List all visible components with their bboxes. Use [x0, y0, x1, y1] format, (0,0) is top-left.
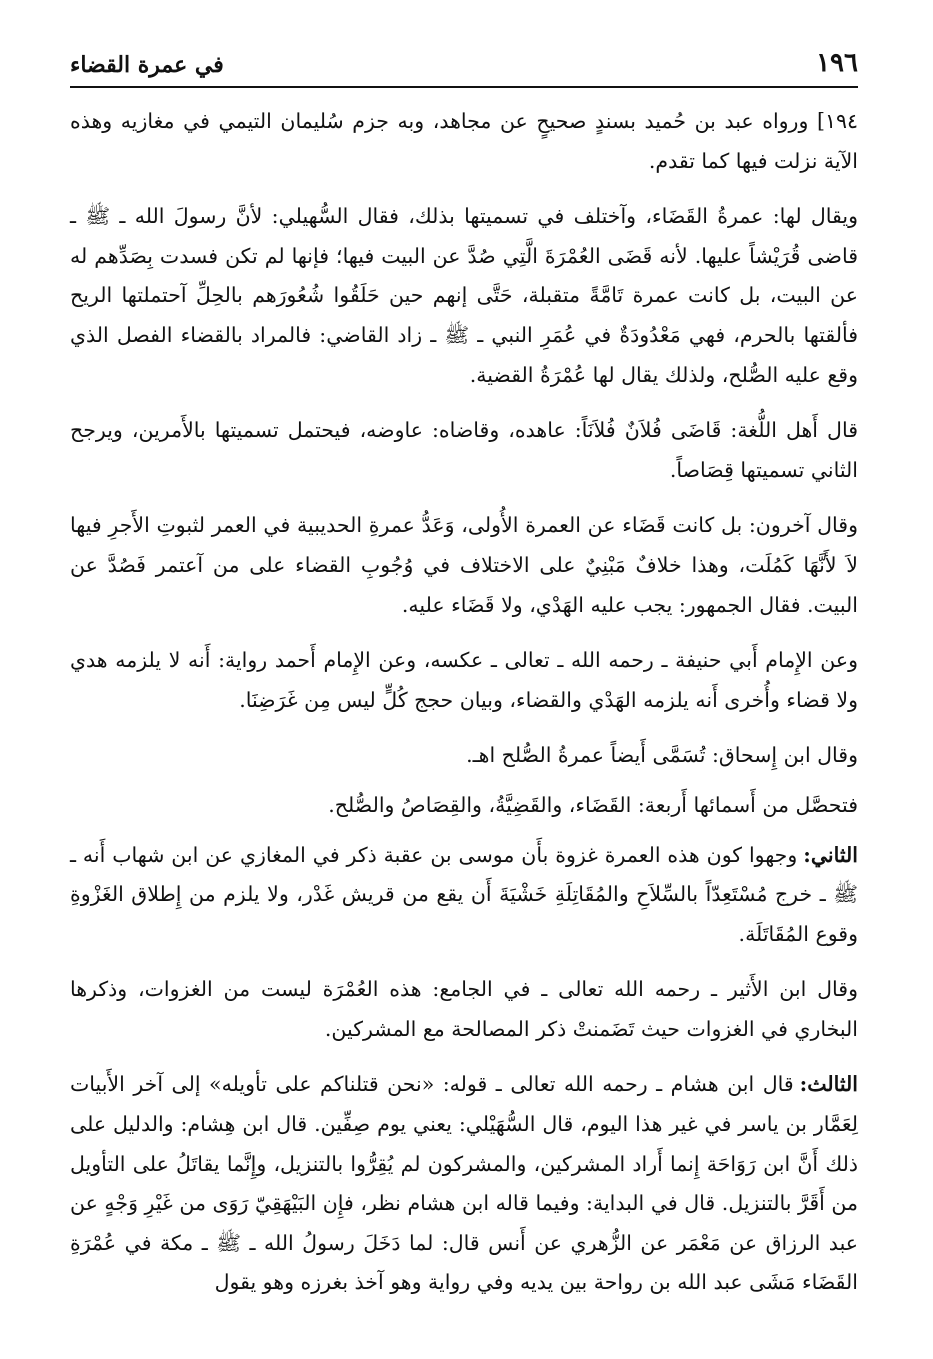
- paragraph-text: وعن الإِمام أَبي حنيفة ـ رحمه الله ـ تعالى ـ عكسه، وعن الإِمام أَحمد رواية: أَنه لا يلزمه هدي ولا قضاء وأُخرى أَنه يلزمه الهَدْي والقضاء، وبيان حجج كُلٍّ ليس مِن غَرَضِنَا.: [70, 648, 858, 712]
- paragraph-9: [70, 970, 858, 1049]
- paragraph-text: قال ابن هشام ـ رحمه الله تعالى ـ قوله: «نحن قتلناكم على تأويله» إلى آخر الأَبيات لِعَمَّار بن ياسر في غير هذا اليوم، قال السُّهَيْلي: يعني يوم صِفِّين. قال ابن هِشام: والدليل على ذلك أَنَّ ابن رَوَاحَة إِنما أَراد المشركين، والمشركون لم يُقِرُّوا بالتنزيل، وإِنَّما يقاتَلُ على التأويل من أَقَرَّ بالتنزيل. قال في البداية: وفيما قاله ابن هشام نظر، فإِن البَيْهَقِيّ رَوَى من غَيْرِ وَجْهٍ عن عبد الرزاق عن مَعْمَر عن الزُّهري عن أَنس قال: لما دَخَلَ رسولُ الله ـ ﷺ ـ مكة في عُمْرَةِ القَضَاء مَشَى عبد الله بن رواحة بين يديه وفي رواية وهو آخذ بغرزه وهو يقول: [70, 1072, 858, 1295]
- paragraph-text: وجهوا كون هذه العمرة غزوة بأَن موسى بن عقبة ذكر في المغازي عن ابن شهاب أَنه ـ ﷺ ـ خرج مُسْتَعِدّاً بالسِّلاَحِ والمُقَاتِلَةِ خَشْيَةَ أَن يقع من قريش غَدْر، ولا يلزم من إِطلاق الغَزْوةِ وقوع المُقَاتَلَة.: [70, 842, 858, 946]
- paragraph-text: وقال آخرون: بل كانت قَضَاء عن العمرة الأُولى، وَعَدُّ عمرةِ الحديبية في العمر لثبوتِ الأَجرِ فيها لاَ لأَنَّهَا كَمُلَت، وهذا خلافٌ مَبْنِيٌ على الاختلاف في وُجُوبِ القضاء على من آعتمر فَصُدَّ عن البيت. فقال الجمهور: يجب عليه الهَدْي، ولا قَضَاء عليه.: [70, 513, 858, 617]
- paragraph-text: فتحصَّل من أَسمائها أَربعة: القَضَاء، والقَضِيَّةُ، والقِصَاصُ والصُّلح.: [328, 792, 858, 817]
- section-lead: الثاني:: [803, 842, 858, 867]
- paragraph-4: [70, 506, 858, 625]
- paragraph-text: ويقال لها: عمرةُ القَضَاء، وآختلف في تسميتها بذلك، فقال السُّهيلي: لأنَّ رسولَ الله ـ ﷺ ـ قاضى قُرَيْشاً عليها. لأنه قَضَى العُمْرَةَ الَّتِي صُدَّ عن البيت فيها؛ فإنها لم تكن فسدت بِصَدِّهم له عن البيت، بل كانت عمرة تَامَّةً متقبلة، حَتَّى إنهم حين حَلَقُوا شُعُورَهم بالحِلِّ آحتملتها الريح فألقتها بالحرم، فهي مَعْدُودَةٌ في عُمَرِ النبي ـ ﷺ ـ زاد القاضي: فالمراد بالقضاء الفصل الذي وقع عليه الصُّلح، ولذلك يقال لها عُمْرَةُ القضية.: [70, 204, 858, 387]
- paragraph-text: وقال ابن إِسحاق: تُسَمَّى أَيضاً عمرةُ الصُّلح اهـ.: [466, 743, 858, 768]
- paragraph-2: [70, 197, 858, 395]
- paragraph-6: [70, 736, 858, 776]
- paragraph-text: ١٩٤] ورواه عبد بن حُميد بسندٍ صحيحٍ عن مجاهد، وبه جزم سُليمان التيمي في مغازيه وهذه الآية نزلت فيها كما تقدم.: [70, 109, 858, 173]
- paragraph-10: [70, 1065, 858, 1303]
- paragraph-text: قال أَهل اللُّغة: قَاضَى فُلاَنٌ فُلاَنَاً: عاهده، وقاضاه: عاوضه، فيحتمل تسميتها بالأَمرين، ويرجح الثاني تسميتها قِصَاصاً.: [70, 418, 858, 482]
- page-body: [70, 88, 858, 1303]
- paragraph-5: [70, 641, 858, 720]
- paragraph-1: [70, 102, 858, 181]
- running-title: في عمرة القضاء: [70, 52, 224, 78]
- paragraph-3: [70, 411, 858, 490]
- paragraph-text: وقال ابن الأَثير ـ رحمه الله تعالى ـ في الجامع: هذه العُمْرَة ليست من الغزوات، وذكرها البخاري في الغزوات حيث تَضَمنتْ ذكر المصالحة مع المشركين.: [70, 977, 858, 1041]
- document-page: [70, 40, 858, 1319]
- page-number: ١٩٦: [816, 48, 858, 78]
- paragraph-7: [70, 786, 858, 826]
- paragraph-8: [70, 836, 858, 955]
- page-header: [70, 40, 858, 88]
- section-lead: الثالث:: [799, 1072, 858, 1097]
